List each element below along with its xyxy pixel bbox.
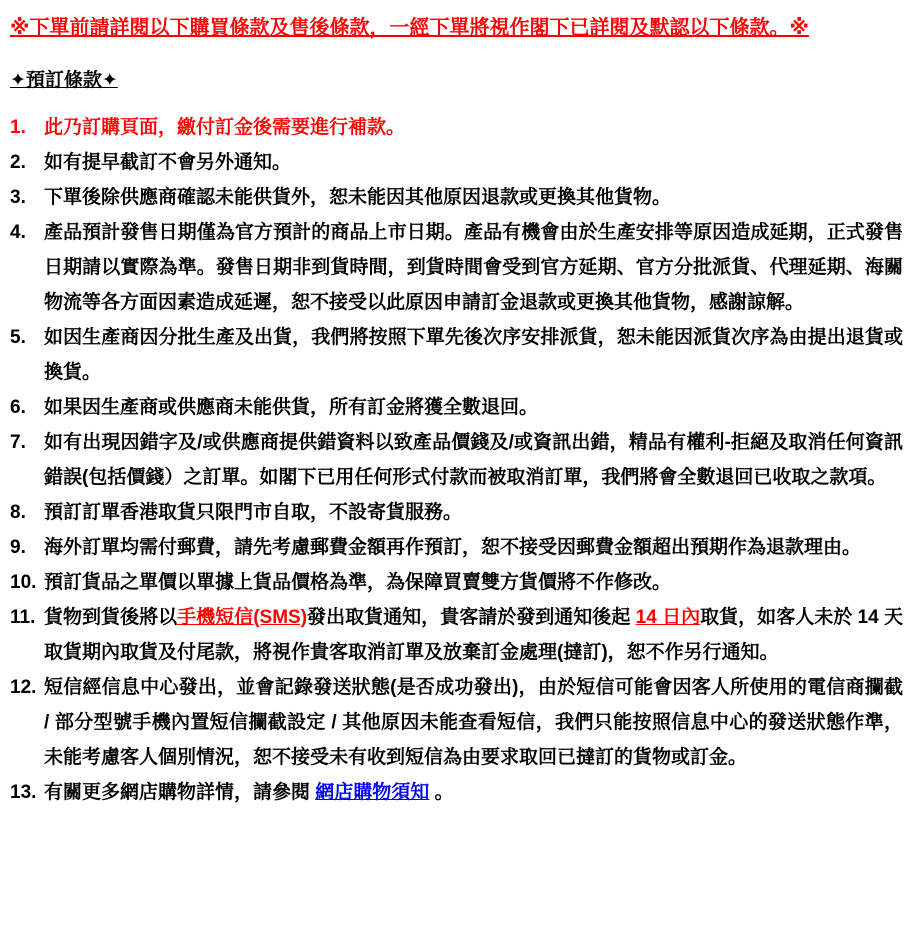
- term-number: 9.: [10, 536, 26, 558]
- term-number: 11.: [10, 606, 36, 628]
- term-segment: 。: [429, 781, 454, 803]
- term-segment: 海外訂單均需付郵費，請先考慮郵費金額再作預訂，恕不接受因郵費金額超出預期作為退款理由。: [44, 536, 862, 558]
- term-number: 8.: [10, 501, 26, 523]
- sms-highlight: 手機短信(SMS): [177, 606, 308, 628]
- term-segment: 貨物到貨後將以: [44, 606, 178, 628]
- term-segment: 短信經信息中心發出，並會記錄發送狀態(是否成功發出)，由於短信可能會因客人所使用的電信商攔截 / 部分型號手機內置短信攔截設定 / 其他原因未能查看短信，我們只能按照信息中心的發送狀態作準，未能考慮客人個別情況，恕不接受未有收到短信為由要求取回已撻訂的貨物或訂金。: [44, 676, 903, 768]
- term-item-4: [10, 215, 903, 320]
- term-item-9: [10, 530, 903, 565]
- term-segment: 下單後除供應商確認未能供貨外，恕未能因其他原因退款或更換其他貨物。: [44, 186, 672, 208]
- section-heading-preorder-terms: ✦預訂條款✦: [10, 70, 118, 91]
- shop-guide-link[interactable]: 網店購物須知: [315, 781, 430, 803]
- term-item-6: [10, 390, 903, 425]
- term-number: 4.: [10, 221, 26, 243]
- term-text: [44, 495, 903, 530]
- terms-list: [10, 110, 903, 810]
- term-item-3: [10, 180, 903, 215]
- term-text: [44, 565, 903, 600]
- term-segment: 發出取貨通知，貴客請於發到通知後起: [307, 606, 636, 628]
- term-segment: 如有出現因錯字及/或供應商提供錯資料以致產品價錢及/或資訊出錯，精品有權利-拒絕及取消任何資訊錯誤(包括價錢）之訂單。如閣下已用任何形式付款而被取消訂單，我們將會全數退回已收取之款項。: [44, 431, 903, 488]
- term-segment: 如因生產商因分批生產及出貨，我們將按照下單先後次序安排派貨，恕未能因派貨次序為由提出退貨或換貨。: [44, 326, 903, 383]
- term-item-7: [10, 425, 903, 495]
- term-number: 2.: [10, 151, 26, 173]
- term-segment: 如果因生產商或供應商未能供貨，所有訂金將獲全數退回。: [44, 396, 539, 418]
- term-text: [44, 390, 903, 425]
- term-number: 3.: [10, 186, 26, 208]
- term-segment: 此乃訂購頁面，繳付訂金後需要進行補款。: [44, 116, 406, 138]
- term-segment: 如有提早截訂不會另外通知。: [44, 151, 292, 173]
- term-segment: 取貨，如客人未於 14 天取貨期內取貨及付尾款，將視作貴客取消訂單及放棄訂金處理(撻訂)，恕不作另行通知。: [44, 606, 903, 663]
- term-text: [44, 600, 903, 670]
- term-number: 7.: [10, 431, 26, 453]
- term-segment: 有關更多網店購物詳情，請參閱: [44, 781, 316, 803]
- term-text: [44, 670, 903, 775]
- term-number: 12.: [10, 676, 37, 698]
- term-number: 6.: [10, 396, 26, 418]
- pickup-deadline-highlight: 14 日內: [635, 606, 701, 628]
- term-text: [44, 425, 903, 495]
- term-text: [44, 320, 903, 390]
- term-item-1: [10, 110, 903, 145]
- term-segment: 產品預計發售日期僅為官方預計的商品上市日期。產品有機會由於生產安排等原因造成延期，正式發售日期請以實際為準。發售日期非到貨時間，到貨時間會受到官方延期、官方分批派貨、代理延期、海關物流等各方面因素造成延遲，恕不接受以此原因申請訂金退款或更換其他貨物，感謝諒解。: [44, 221, 903, 313]
- term-item-5: [10, 320, 903, 390]
- term-text: [44, 215, 903, 320]
- term-item-12: [10, 670, 903, 775]
- term-item-2: [10, 145, 903, 180]
- term-item-8: [10, 495, 903, 530]
- term-text: [44, 145, 903, 180]
- term-number: 13.: [10, 781, 37, 803]
- term-number: 10.: [10, 571, 37, 593]
- term-item-10: [10, 565, 903, 600]
- term-text: [44, 110, 903, 145]
- term-number: 5.: [10, 326, 26, 348]
- page-title: ※下單前請詳閱以下購買條款及售後條款，一經下單將視作閣下已詳閱及默認以下條款。※: [10, 17, 809, 39]
- term-text: [44, 180, 903, 215]
- term-item-13: [10, 775, 903, 810]
- term-item-11: [10, 600, 903, 670]
- term-segment: 預訂訂單香港取貨只限門市自取，不設寄貨服務。: [44, 501, 463, 523]
- term-text: [44, 530, 903, 565]
- term-text: [44, 775, 903, 810]
- term-segment: 預訂貨品之單價以單據上貨品價格為準，為保障買賣雙方貨價將不作修改。: [44, 571, 672, 593]
- term-number: 1.: [10, 116, 26, 138]
